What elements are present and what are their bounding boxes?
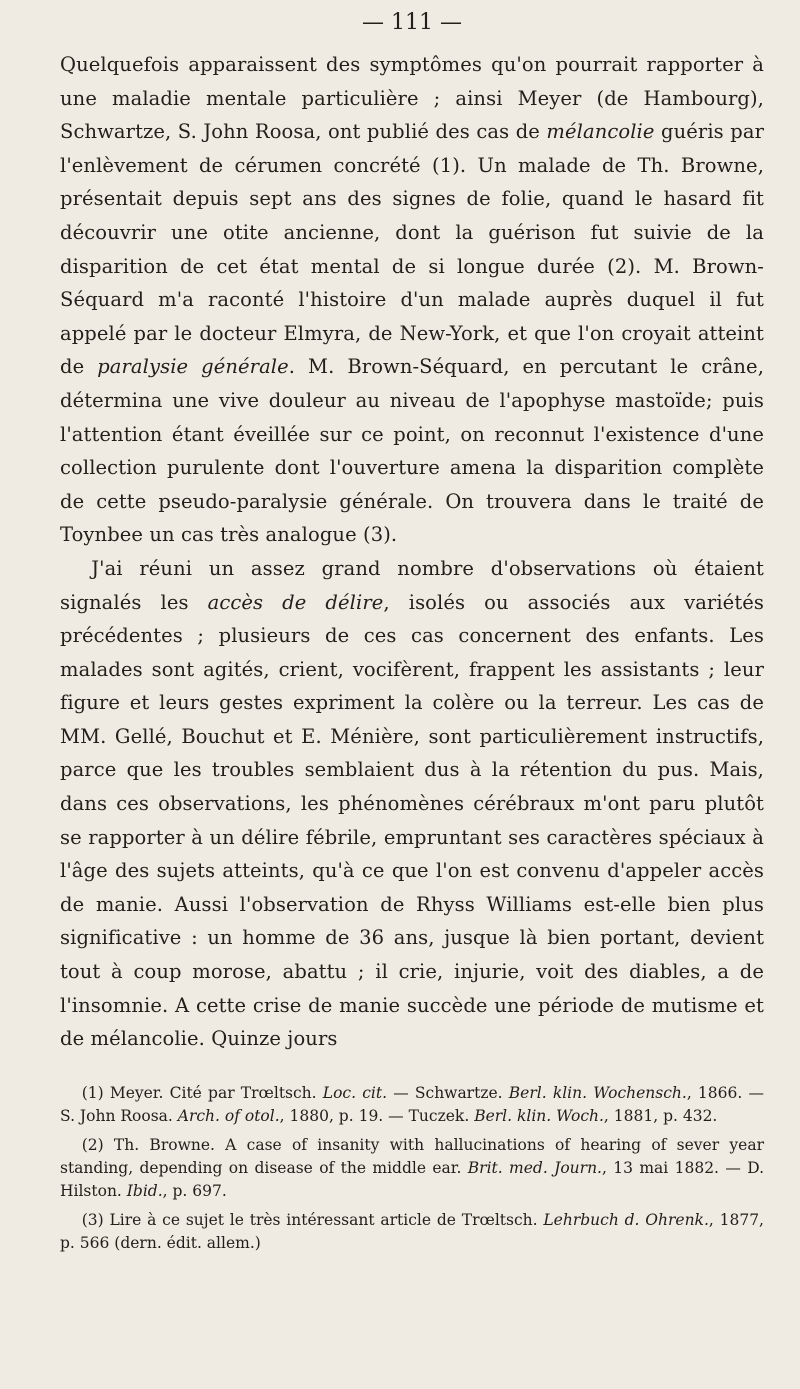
footnote-citation: Berl. klin. Woch. <box>474 1106 604 1125</box>
paragraph-2 <box>60 552 764 1056</box>
text-run: guéris par l'enlèvement de cérumen concrété (1). Un malade de Th. Browne, présentait depuis sept ans des signes de folie, quand le hasard fit découvrir une otite ancienne, dont la guérison fut suivie de la disparition de cet état mental de si longue durée (2). M. Brown-Séquard m'a raconté l'histoire d'un malade auprès duquel il fut appelé par le docteur Elmyra, de New-York, et que l'on croyait atteint de <box>60 120 764 379</box>
footnote-1 <box>60 1082 764 1128</box>
italic-term-melancolie: mélancolie <box>546 120 655 144</box>
footnote-text: , 1877, p. 566 (dern. édit. allem.) <box>60 1210 764 1252</box>
text-run: Quelquefois apparaissent des symptômes qu'on pourrait rapporter à une maladie mentale particulière ; ainsi Meyer (de Hambourg), Schwartze, S. John Roosa, ont publié des cas de <box>60 53 764 144</box>
footnotes <box>60 1082 764 1255</box>
footnote-text: , 13 mai 1882. — D. Hilston. <box>60 1158 765 1200</box>
footnote-text: (2) Th. Browne. A case of insanity with hallucinations of hearing of sever year standing, depending on disease of the middle ear. <box>60 1135 764 1177</box>
footnote-text: — Schwartze. <box>387 1083 509 1102</box>
italic-term-paralysie-generale: paralysie générale <box>97 355 289 379</box>
footnote-2 <box>60 1134 764 1203</box>
footnote-text: (3) Lire à ce sujet le très intéressant article de Trœltsch. <box>81 1210 544 1229</box>
footnote-citation: Brit. med. Journ. <box>467 1158 602 1177</box>
footnote-citation: Arch. of otol. <box>177 1106 280 1125</box>
footnote-3 <box>60 1209 764 1255</box>
paragraph-1 <box>60 48 764 552</box>
italic-term-acces-de-delire: accès de délire <box>207 590 384 614</box>
footnote-text: , p. 697. <box>162 1181 227 1200</box>
footnote-text: , 1881, p. 432. <box>603 1106 718 1125</box>
text-run: J'ai réuni un assez grand nombre d'observations où étaient signalés les <box>60 556 764 614</box>
page-number: — 111 — <box>362 10 462 35</box>
text-run: , isolés ou associés aux variétés précédentes ; plusieurs de ces cas concernent des enfants. Les malades sont agités, crient, vocifèrent, frappent les assistants ; leur figure et leurs gestes expriment la colère ou la terreur. Les cas de MM. Gellé, Bouchut et E. Ménière, sont particulièrement instructifs, parce que les troubles semblaient dus à la rétention du pus. Mais, dans ces observations, les phénomènes cérébraux m'ont paru plutôt se rapporter à un délire fébrile, empruntant ses caractères spéciaux à l'âge des sujets atteints, qu'à ce que l'on est convenu d'appeler accès de manie. Aussi l'observation de Rhyss Williams est-elle bien plus significative : un homme de 36 ans, jusque là bien portant, devient tout à coup morose, abattu ; il crie, injurie, voit des diables, a de l'insomnie. A cette crise de manie succède une période de mutisme et de mélancolie. Quinze jours <box>60 590 764 1051</box>
footnote-citation: Loc. cit. <box>322 1083 388 1102</box>
footnote-text: , 1866. — S. John Roosa. <box>60 1083 764 1125</box>
text-run: . M. Brown-Séquard, en percutant le crâne, détermina une vive douleur au niveau de l'apophyse mastoïde; puis l'attention étant éveillée sur ce point, on reconnut l'existence d'une collection purulente dont l'ouverture amena la disparition complète de cette pseudo-paralysie générale. On trouvera dans le traité de Toynbee un cas très analogue (3). <box>60 355 764 547</box>
footnote-citation: Ibid. <box>126 1181 163 1200</box>
footnote-text: (1) Meyer. Cité par Trœltsch. <box>81 1083 323 1102</box>
body-text <box>60 48 764 1056</box>
footnote-text: , 1880, p. 19. — Tuczek. <box>279 1106 475 1125</box>
footnote-citation: Berl. klin. Wochensch. <box>508 1083 687 1102</box>
footnote-citation: Lehrbuch d. Ohrenk. <box>543 1210 709 1229</box>
